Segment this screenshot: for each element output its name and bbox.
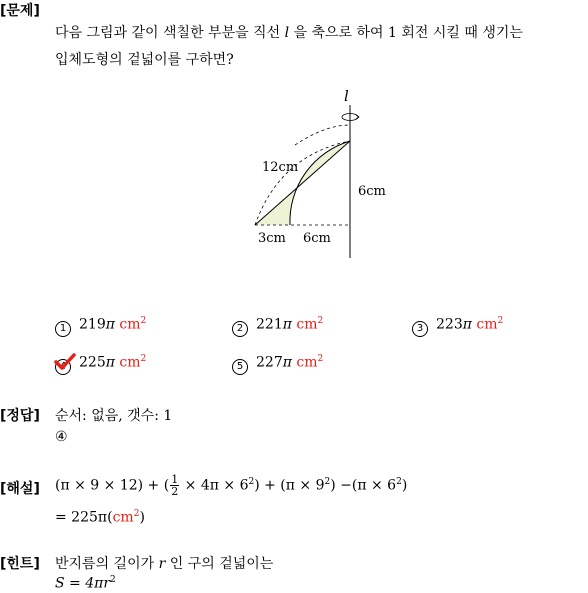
sphere-arc [290, 141, 350, 225]
problem-var-l: l [284, 25, 290, 41]
choice-5[interactable]: 5 227π $cm^2$ [232, 354, 323, 375]
figure-cone-sphere [240, 85, 386, 260]
choice-1[interactable]: 1 219π $cm^2$ [55, 316, 146, 337]
answer-line1: 순서: 없음, 갯수: 1 [55, 408, 173, 424]
explanation-formula: (π × 9 × 12) + ( $\frac{1}{2}$ × $4\pi \times 6^2) + (\pi \times 9^2) -(\pi \times 6^2)$ [55, 473, 408, 498]
problem-text-line2: 입체도형의 겉넓이를 구하면? [55, 52, 234, 68]
label-6cm-right: 6cm [358, 184, 386, 199]
problem-text-line1 [55, 22, 523, 42]
hint-formula: $S = 4\pi r^2$ [55, 575, 116, 592]
problem-label: [문제] [0, 3, 40, 19]
explanation-result: = $225\pi(cm^2)$ [55, 509, 145, 526]
label-12cm: 12cm [262, 160, 299, 175]
problem-text-b: 을 축으로 하여 1 회전 시킬 때 생기는 [289, 25, 523, 41]
choice-3[interactable]: 3 223π $cm^2$ [412, 316, 503, 337]
axis-label: l [344, 87, 349, 105]
problem-text-a: 다음 그림과 같이 색칠한 부분을 직선 [55, 25, 285, 41]
checkmark-icon [54, 353, 76, 371]
choice-2[interactable]: 2 221π $cm^2$ [232, 316, 323, 337]
label-6cm-bottom: 6cm [303, 231, 331, 246]
answer-line2: ④ [55, 429, 68, 445]
slant-line [255, 141, 350, 225]
hint-label: [힌트] [0, 556, 40, 572]
answer-label: [정답] [0, 408, 40, 424]
choice-3-number: 3 [412, 321, 428, 337]
choice-4-number: 4 [55, 359, 71, 375]
hint-line1: 반지름의 길이가 r 인 구의 겉넓이는 [55, 556, 274, 572]
choice-2-number: 2 [232, 321, 248, 337]
explanation-label: [해설] [0, 481, 40, 497]
choice-1-number: 1 [55, 321, 71, 337]
choice-5-number: 5 [232, 359, 248, 375]
fraction-half: $\frac{1}{2}$ [171, 473, 179, 498]
label-3cm: 3cm [258, 231, 286, 246]
choice-4[interactable]: 4 225π $cm^2$ [55, 354, 146, 375]
